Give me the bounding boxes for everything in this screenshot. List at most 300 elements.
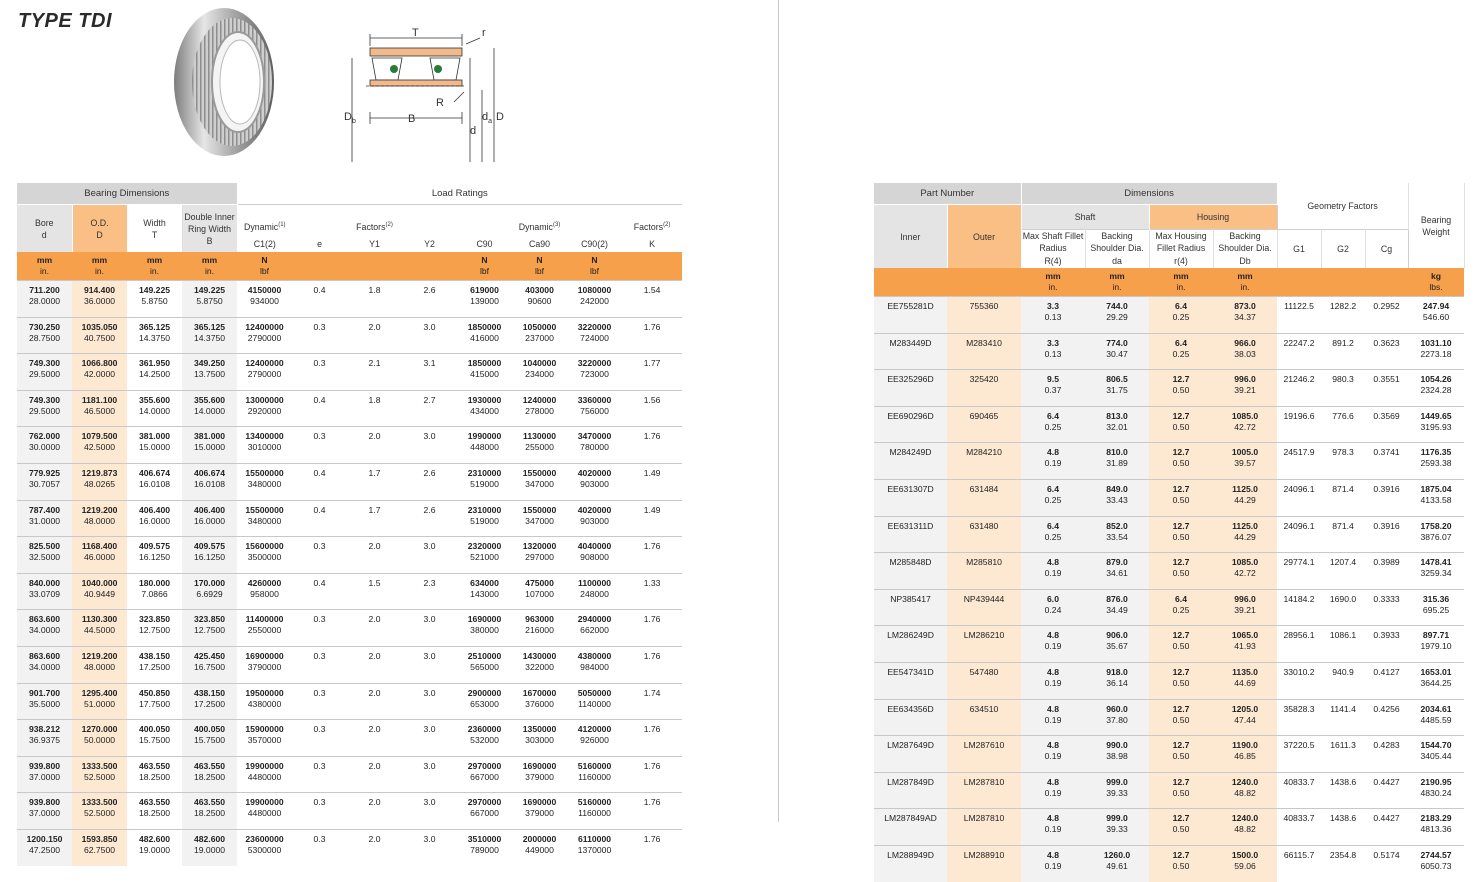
table-cell: 1054.26 2324.28 [1408,370,1464,407]
table-cell: 1035.050 40.7500 [72,317,127,354]
table-cell: 12.7 0.50 [1149,553,1213,590]
table-cell: 4.8 0.19 [1021,772,1085,809]
col-header-y2: Y2 [424,239,435,249]
table-cell: 1240.0 48.82 [1213,772,1277,809]
table-cell: 631480 [947,516,1021,553]
table-cell: EE631307D [874,479,947,516]
table-cell: 1086.1 [1321,626,1365,663]
table-cell: 11122.5 [1277,297,1321,334]
table-row [17,720,682,757]
table-cell: 1085.0 42.72 [1213,553,1277,590]
table-cell: 0.3 [292,720,347,757]
unit-cell [402,252,457,281]
table-cell: 619000 139000 [457,281,512,318]
table-cell: 0.4256 [1365,699,1408,736]
table-cell: 3.0 [402,317,457,354]
table-cell: 0.4283 [1365,736,1408,773]
col-header-max-shaft-fillet-radius: Max Shaft Fillet Radius [1022,231,1084,253]
col-header-inner: Inner [874,205,947,269]
table-cell: 879.0 34.61 [1085,553,1149,590]
table-row [874,479,1464,516]
page-divider [778,0,779,822]
table-cell: 3.0 [402,793,457,830]
table-cell: 1141.4 [1321,699,1365,736]
table-cell: 2.0 [347,646,402,683]
table-cell: 4380000 984000 [567,646,622,683]
group-header-geometry-factors: Geometry Factors [1277,183,1408,230]
table-cell: 355.600 14.0000 [127,390,182,427]
table-cell: 978.3 [1321,443,1365,480]
table-cell: 4120000 926000 [567,720,622,757]
table-cell: 12.7 0.50 [1149,516,1213,553]
table-cell: 0.3 [292,756,347,793]
table-cell: EE631311D [874,516,947,553]
table-cell: 871.4 [1321,479,1365,516]
page-title: TYPE TDI [18,10,113,32]
table-cell: 4.8 0.19 [1021,809,1085,846]
table-cell: 4020000 903000 [567,500,622,537]
table-cell: 149.225 5.8750 [182,281,237,318]
table-row [17,829,682,865]
table-cell: 2.0 [347,756,402,793]
table-cell: 6.0 0.24 [1021,589,1085,626]
table-cell: 906.0 35.67 [1085,626,1149,663]
table-cell: 744.0 29.29 [1085,297,1149,334]
table-cell: 0.3 [292,610,347,647]
table-cell: 28956.1 [1277,626,1321,663]
col-header-backing-shoulder-dia-housing: Backing Shoulder Dia. [1213,230,1277,255]
table-cell: 24517.9 [1277,443,1321,480]
table-cell: 999.0 39.33 [1085,809,1149,846]
table-cell: 2310000 519000 [457,463,512,500]
table-cell: 2.3 [402,573,457,610]
unit-cell: mm in. [1021,268,1085,297]
table-cell: 1079.500 42.5000 [72,427,127,464]
table-cell: 1168.400 46.0000 [72,537,127,574]
unit-cell [1277,268,1321,297]
table-cell: 5160000 1160000 [567,793,622,830]
table-cell: 1.76 [622,537,682,574]
table-cell: 406.674 16.0108 [127,463,182,500]
table-cell: 2.0 [347,683,402,720]
table-cell: 1040000 234000 [512,354,567,391]
table-cell: 11400000 2550000 [237,610,292,647]
table-cell: 438.150 17.2500 [182,683,237,720]
table-cell: 1875.04 4133.58 [1408,479,1464,516]
table-row [874,809,1464,846]
table-cell: 1207.4 [1321,553,1365,590]
table-cell: NP439444 [947,589,1021,626]
table-cell: 1219.200 48.0000 [72,500,127,537]
col-header-factors-1: Factors$^{(2)}$ [292,205,457,236]
table-cell: 990.0 38.98 [1085,736,1149,773]
group-header-dimensions: Dimensions [1021,183,1277,205]
table-cell: 23600000 5300000 [237,829,292,865]
table-cell: 3220000 723000 [567,354,622,391]
table-row [874,736,1464,773]
svg-text:da [482,111,492,125]
table-cell: 1.76 [622,720,682,757]
table-cell: 876.0 34.49 [1085,589,1149,626]
col-header-g1: G1 [1277,230,1321,269]
table-cell: 1.76 [622,756,682,793]
table-cell: 852.0 33.54 [1085,516,1149,553]
table-row [874,845,1464,881]
unit-cell: mm in. [127,252,182,281]
unit-cell [1321,268,1365,297]
table-cell: 409.575 16.1250 [127,537,182,574]
col-header-max-housing-fillet-radius: Max Housing Fillet Radius [1149,230,1213,255]
table-cell: 381.000 15.0000 [182,427,237,464]
unit-cell: N lbf [512,252,567,281]
table-cell: 15500000 3480000 [237,500,292,537]
table-cell: 3.0 [402,646,457,683]
table-cell: 149.225 5.8750 [127,281,182,318]
col-header-backing-shoulder-dia-shaft: Backing Shoulder Dia. [1085,230,1149,255]
col-header-width: Width T [127,205,182,253]
table-cell: LM287810 [947,772,1021,809]
table-cell: EE325296D [874,370,947,407]
table-cell: 12.7 0.50 [1149,736,1213,773]
table-cell: 2.0 [347,427,402,464]
unit-cell: N lbf [567,252,622,281]
table-cell: 806.5 31.75 [1085,370,1149,407]
table-cell: 4.8 0.19 [1021,699,1085,736]
table-cell: 1.49 [622,463,682,500]
table-cell: 1.33 [622,573,682,610]
col-header-y1: Y1 [369,239,380,249]
table-cell: 1080000 242000 [567,281,622,318]
unit-cell: N lbf [237,252,292,281]
table-cell: 940.9 [1321,662,1365,699]
table-cell: 349.250 13.7500 [182,354,237,391]
table-cell: 12400000 2790000 [237,317,292,354]
table-cell: 4150000 934000 [237,281,292,318]
table-cell: 825.500 32.5000 [17,537,72,574]
table-cell: 1690.0 [1321,589,1365,626]
table-cell: 438.150 17.2500 [127,646,182,683]
table-cell: 1176.35 2593.38 [1408,443,1464,480]
unit-cell [947,268,1021,297]
table-cell: 2354.8 [1321,845,1365,881]
table-cell: 897.71 1979.10 [1408,626,1464,663]
table-cell: 1611.3 [1321,736,1365,773]
table-cell: 3.3 0.13 [1021,297,1085,334]
table-cell: 3.0 [402,427,457,464]
unit-cell: mm in. [1149,268,1213,297]
table-cell: 2.0 [347,829,402,865]
table-cell: 1.5 [347,573,402,610]
table-cell: 2940000 662000 [567,610,622,647]
table-cell: 1130000 255000 [512,427,567,464]
table-cell: 2310000 519000 [457,500,512,537]
table-cell: 939.800 37.0000 [17,793,72,830]
table-cell: 1333.500 52.5000 [72,793,127,830]
table-cell: 999.0 39.33 [1085,772,1149,809]
table-cell: 774.0 30.47 [1085,333,1149,370]
table-cell: 1.76 [622,427,682,464]
table-cell: 840.000 33.0709 [17,573,72,610]
table-cell: 631484 [947,479,1021,516]
table-row [17,683,682,720]
table-row [874,662,1464,699]
table-cell: 463.550 18.2500 [182,756,237,793]
table-row [874,406,1464,443]
col-header-bore: Bore d [17,205,72,253]
table-cell: 1438.6 [1321,772,1365,809]
table-cell: 0.3 [292,317,347,354]
table-cell: 755360 [947,297,1021,334]
table-cell: 863.600 34.0000 [17,646,72,683]
table-cell: 1270.000 50.0000 [72,720,127,757]
table-row [874,626,1464,663]
col-header-g2: G2 [1321,230,1365,269]
table-cell: 1.8 [347,390,402,427]
table-cell: 634000 143000 [457,573,512,610]
table-cell: 1.76 [622,610,682,647]
table-cell: 0.3916 [1365,516,1408,553]
table-cell: 2970000 667000 [457,793,512,830]
table-cell: 12.7 0.50 [1149,443,1213,480]
table-cell: 1.77 [622,354,682,391]
table-cell: 400.050 15.7500 [182,720,237,757]
table-row [17,756,682,793]
table-cell: 849.0 33.43 [1085,479,1149,516]
table-cell: 15500000 3480000 [237,463,292,500]
unit-cell: kg lbs. [1408,268,1464,297]
table-cell: 0.3989 [1365,553,1408,590]
table-cell: 1200.150 47.2500 [17,829,72,865]
col-header-dynamic-3: Dynamic$^{(3)}$ [457,205,622,236]
table-cell: 960.0 37.80 [1085,699,1149,736]
table-cell: 1240000 278000 [512,390,567,427]
table-cell: 3470000 780000 [567,427,622,464]
table-cell: 406.400 16.0000 [127,500,182,537]
table-cell: 12400000 2790000 [237,354,292,391]
bearing-cross-section-diagram [342,22,512,164]
table-cell: LM287610 [947,736,1021,773]
table-row [17,793,682,830]
table-cell: 1449.65 3195.93 [1408,406,1464,443]
table-cell: 1670000 376000 [512,683,567,720]
dim-label-Db-sub: b [351,118,356,125]
table-cell: 0.3569 [1365,406,1408,443]
table-cell: 12.7 0.50 [1149,626,1213,663]
table-cell: 730.250 28.7500 [17,317,72,354]
table-row [874,333,1464,370]
table-cell: 863.600 34.0000 [17,610,72,647]
col-header-outer: Outer [947,205,1021,269]
table-cell: 0.3 [292,646,347,683]
table-cell: 996.0 39.21 [1213,589,1277,626]
table-cell: 15900000 3570000 [237,720,292,757]
table-cell: 2510000 565000 [457,646,512,683]
table-cell: 1850000 415000 [457,354,512,391]
table-row [874,297,1464,334]
table-cell: 450.850 17.7500 [127,683,182,720]
unit-cell: mm in. [1085,268,1149,297]
table-cell: 0.4 [292,500,347,537]
table-cell: 1219.200 48.0000 [72,646,127,683]
table-cell: EE755281D [874,297,947,334]
table-row [17,500,682,537]
table-cell: 1.49 [622,500,682,537]
table-cell: 40833.7 [1277,772,1321,809]
table-cell: 690465 [947,406,1021,443]
table-cell: 1544.70 3405.44 [1408,736,1464,773]
table-cell: 35828.3 [1277,699,1321,736]
table-row [874,699,1464,736]
table-cell: 1690000 379000 [512,793,567,830]
col-header-e: e [317,239,322,249]
table-cell: 2.7 [402,390,457,427]
table-cell: EE690296D [874,406,947,443]
table-cell: 365.125 14.3750 [127,317,182,354]
group-header-bearing-dimensions: Bearing Dimensions [17,183,237,205]
table-cell: 634510 [947,699,1021,736]
group-header-housing: Housing [1149,205,1277,230]
table-cell: 0.4427 [1365,809,1408,846]
table-cell: 0.3741 [1365,443,1408,480]
dim-label-da: d [482,111,489,123]
table-cell: 776.6 [1321,406,1365,443]
table-cell: 0.3 [292,683,347,720]
table-cell: 0.3333 [1365,589,1408,626]
table-cell: 1320000 297000 [512,537,567,574]
col-header-double-inner-ring-width: Double Inner Ring Width B [182,205,237,253]
table-cell: 1282.2 [1321,297,1365,334]
table-cell: 6.4 0.25 [1149,297,1213,334]
table-cell: 901.700 35.5000 [17,683,72,720]
units-row [17,252,682,281]
table-cell: 547480 [947,662,1021,699]
table-cell: 3.3 0.13 [1021,333,1085,370]
table-cell: 24096.1 [1277,516,1321,553]
table-cell: 9.5 0.37 [1021,370,1085,407]
table-cell: 1125.0 44.29 [1213,516,1277,553]
table-cell: 966.0 38.03 [1213,333,1277,370]
table-cell: 1.76 [622,793,682,830]
table-cell: 12.7 0.50 [1149,406,1213,443]
table-cell: 1653.01 3644.25 [1408,662,1464,699]
table-cell: 3510000 789000 [457,829,512,865]
dim-label-R: R [436,97,444,109]
table-cell: 6.4 0.25 [1021,516,1085,553]
table-cell: 1593.850 62.7500 [72,829,127,865]
table-cell: 810.0 31.89 [1085,443,1149,480]
table-cell: 3220000 724000 [567,317,622,354]
table-cell: LM287810 [947,809,1021,846]
table-cell: LM287649D [874,736,947,773]
table-cell: 0.4 [292,281,347,318]
table-cell: LM288949D [874,845,947,881]
table-cell: 1100000 248000 [567,573,622,610]
col-header-cg: Cg [1365,230,1408,269]
table-cell: 0.3 [292,793,347,830]
table-cell: 0.3623 [1365,333,1408,370]
table-cell: 1350000 303000 [512,720,567,757]
table-cell: 1181.100 46.5000 [72,390,127,427]
table-cell: 0.4 [292,390,347,427]
table-cell: 980.3 [1321,370,1365,407]
table-cell: 1260.0 49.61 [1085,845,1149,881]
table-row [17,427,682,464]
col-header-dynamic-1: Dynamic$^{(1)}$ [237,205,292,236]
table-cell: M284210 [947,443,1021,480]
table-cell: 813.0 32.01 [1085,406,1149,443]
table-cell: 1219.873 48.0265 [72,463,127,500]
table-cell: 463.550 18.2500 [182,793,237,830]
table-cell: 2034.61 4485.59 [1408,699,1464,736]
table-cell: 33010.2 [1277,662,1321,699]
table-cell: 2.0 [347,720,402,757]
table-cell: 323.850 12.7500 [182,610,237,647]
units-row [874,268,1464,297]
table-cell: 13000000 2920000 [237,390,292,427]
table-cell: 1500.0 59.06 [1213,845,1277,881]
table-cell: 365.125 14.3750 [182,317,237,354]
table-cell: 1050000 237000 [512,317,567,354]
table-row [874,589,1464,626]
table-cell: 1.7 [347,500,402,537]
table-cell: 2.0 [347,793,402,830]
table-cell: M283449D [874,333,947,370]
table-cell: 1438.6 [1321,809,1365,846]
dim-label-d: d [470,125,477,137]
table-cell: 16900000 3790000 [237,646,292,683]
table-cell: 0.5174 [1365,845,1408,881]
table-cell: LM288910 [947,845,1021,881]
table-cell: 12.7 0.50 [1149,662,1213,699]
table-cell: EE547341D [874,662,947,699]
table-cell: 0.3933 [1365,626,1408,663]
table-cell: 963000 216000 [512,610,567,647]
table-cell: 19900000 4480000 [237,756,292,793]
table-cell: 1085.0 42.72 [1213,406,1277,443]
table-cell: 6110000 1370000 [567,829,622,865]
dim-label-B: B [408,113,416,125]
table-cell: 15600000 3500000 [237,537,292,574]
table-cell: 4.8 0.19 [1021,662,1085,699]
table-cell: 3.0 [402,756,457,793]
table-cell: 24096.1 [1277,479,1321,516]
table-cell: 1550000 347000 [512,500,567,537]
table-cell: 2744.57 6050.73 [1408,845,1464,881]
dim-label-Db: D [344,111,352,123]
table-cell: 482.600 19.0000 [182,829,237,865]
table-cell: 1990000 448000 [457,427,512,464]
table-row [17,281,682,318]
unit-cell [292,252,347,281]
table-row [17,537,682,574]
table-cell: 1690000 379000 [512,756,567,793]
table-cell: 361.950 14.2500 [127,354,182,391]
table-cell: 1040.000 40.9449 [72,573,127,610]
table-cell: 1758.20 3876.07 [1408,516,1464,553]
table-cell: 2000000 449000 [512,829,567,865]
table-cell: 873.0 34.37 [1213,297,1277,334]
col-header-k: K [649,239,655,249]
table-cell: 406.674 16.0108 [182,463,237,500]
group-header-load-ratings: Load Ratings [237,183,682,205]
table-cell: 2.0 [347,317,402,354]
table-cell: 66115.7 [1277,845,1321,881]
table-cell: 12.7 0.50 [1149,370,1213,407]
table-cell: 1130.300 44.5000 [72,610,127,647]
table-cell: 400.050 15.7500 [127,720,182,757]
col-header-c902: C90(2) [581,239,608,249]
table-cell: 1550000 347000 [512,463,567,500]
